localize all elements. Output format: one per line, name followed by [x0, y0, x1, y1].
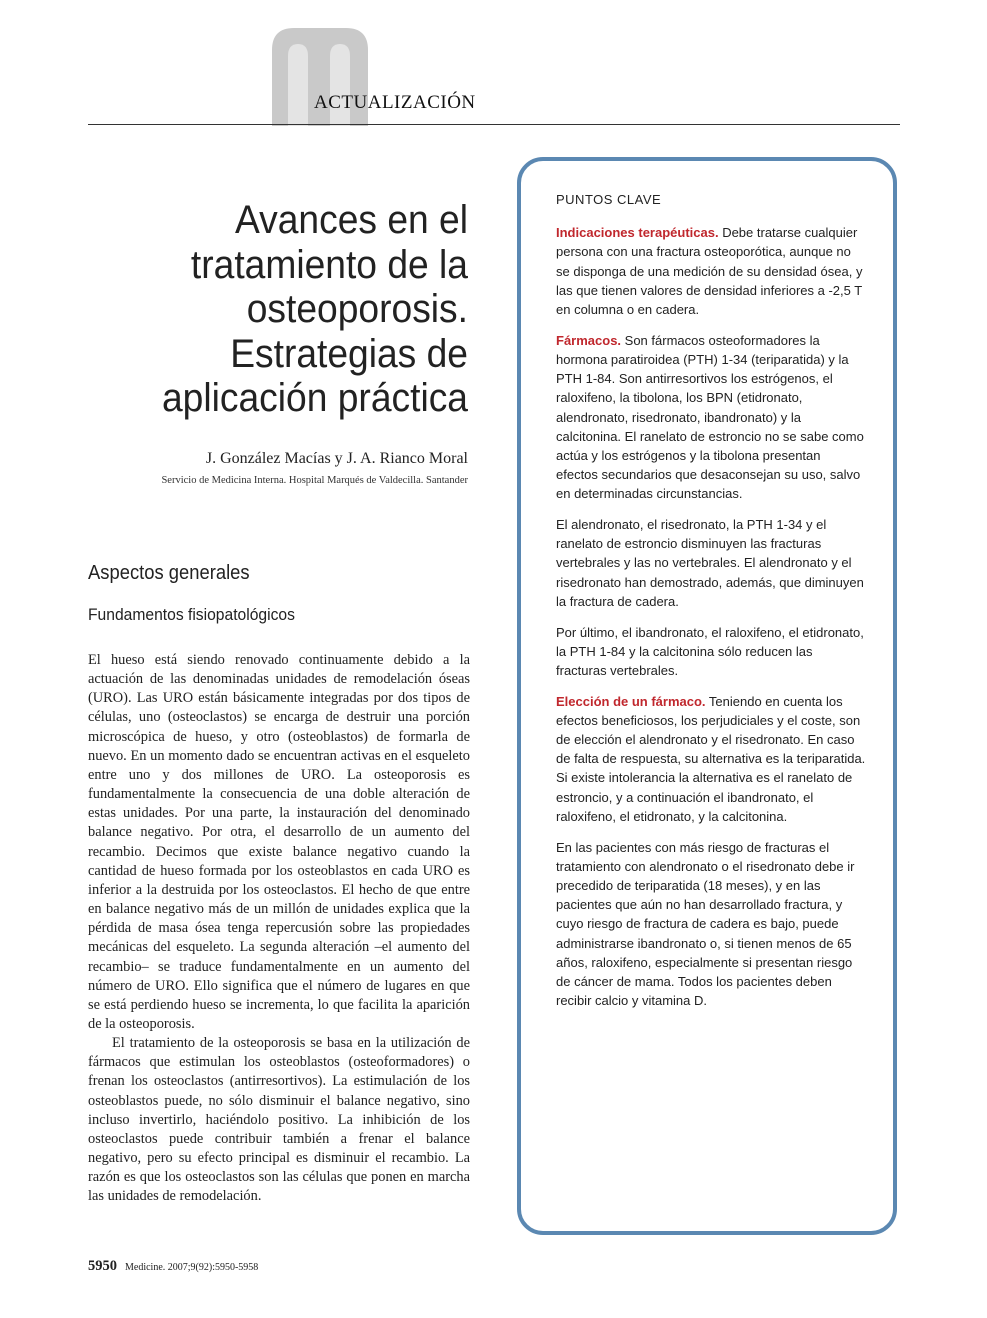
body-paragraph: El tratamiento de la osteoporosis se basa en la utilización de fármacos que estimulan los osteoblastos (osteoformadores) o frenan los osteoclastos (antirresortivos). La estimulación de los osteoblastos puede, no sólo disminuir el balance negativo, sino incluso invertirlo, haciéndolo positivo. La inhibición de los osteoclastos puede contribuir también a frenar el balance negativo, pero su efecto principal es disminuir el recambio. La razón es que los osteoclastos son las células que ponen en marcha las unidades de remodelación. — [88, 1035, 470, 1205]
key-point-text: Por último, el ibandronato, el raloxifeno, el etidronato, la PTH 1-84 y la calcitonina sólo reducen las fracturas vertebrales. — [556, 624, 864, 678]
section-label: ACTUALIZACIÓN — [314, 92, 476, 113]
article-affiliation: Servicio de Medicina Interna. Hospital Marqués de Valdecilla. Santander — [161, 475, 468, 486]
key-points-title: PUNTOS CLAVE — [556, 192, 662, 207]
header-rule — [88, 124, 900, 125]
key-point — [556, 223, 866, 319]
key-point-keyword: Indicaciones terapéuticas. — [556, 225, 719, 241]
key-point-text: Debe tratarse cualquier persona con una fractura osteoporótica, aunque no se disponga de una medición de su densidad ósea, y las que tienen valores de densidad inferiores a -2,5 T en columna o en cadera. — [556, 225, 863, 318]
key-point-text: El alendronato, el risedronato, la PTH 1-34 y el ranelato de estroncio disminuyen las fracturas vertebrales y las no vertebrales. El alendronato y el risedronato han demostrado, además, que diminuyen la fractura de cadera. — [556, 517, 864, 609]
title-line: osteoporosis. — [246, 287, 468, 331]
key-point-keyword: Fármacos. — [556, 332, 622, 348]
key-point-text: Son fármacos osteoformadores la hormona paratiroidea (PTH) 1-34 (teriparatida) y la PTH 1-84. Son antirresortivos los estrógenos, el raloxifeno, la tibolona, los BPN (etidronato, alendronato, risedronato, ibandronato) y la calcitonina. El ranelato de estroncio no se sabe como actúa y los estrógenos y la tibolona presentan efectos secundarios que desaconsejan su uso, salvo en determinadas circunstancias. — [556, 332, 864, 502]
key-points-content — [556, 190, 866, 1022]
title-line: Avances en el — [234, 198, 468, 242]
title-line: tratamiento de la — [190, 242, 468, 287]
key-point-keyword: Elección de un fármaco. — [556, 693, 706, 709]
body-text — [88, 651, 470, 1207]
key-point-text: En las pacientes con más riesgo de fracturas el tratamiento con alendronato o el risedronato debe ir precedido de teriparatida (18 meses), y en las pacientes que aún no han desarrollado fractura, y cuyo riesgo de fractura de cadera es bajo, puede administrarse ibandronato o, si tienen menos de 65 años, raloxifeno, especialmente si presentan riesgo de cáncer de mama. Todos los pacientes deben recibir calcio y vitamina D. — [556, 839, 855, 1009]
title-line: Estrategias de — [230, 331, 468, 376]
journal-citation: Medicine. 2007;9(92):5950-5958 — [125, 1262, 259, 1273]
page-number: 5950 — [88, 1258, 117, 1274]
key-point — [556, 623, 866, 681]
page-footer — [88, 1258, 258, 1275]
article-title — [115, 198, 468, 421]
title-line: aplicación práctica — [161, 376, 469, 420]
section-subheading: Fundamentos fisiopatológicos — [88, 605, 295, 624]
key-point-text: Teniendo en cuenta los efectos beneficiosos, los perjudiciales y el coste, son de elección el alendronato y el risedronato. En caso de falta de respuesta, su alternativa es la teriparatida. Si existe intolerancia la alternativa es el ranelato de estroncio, y a continuación el ibandronato, el raloxifeno, el etidronato, y la calcitonina. — [556, 693, 866, 824]
article-authors: J. González Macías y J. A. Rianco Moral — [205, 450, 468, 467]
key-point — [556, 692, 866, 826]
body-paragraph: El hueso está siendo renovado continuamente debido a la actuación de las denominadas unidades de remodelación óseas (URO). Las URO están básicamente integradas por dos tipos de células, uno (osteoclastos) se encarga de destruir una porción microscópica de hueso, y otro (osteoblastos) de formarla de nuevo. En un momento dado se encuentran activas en el esqueleto entre uno y dos millones de URO. La osteoporosis es fundamentalmente la consecuencia de una doble alteración de estas unidades. Por una parte, la instauración del denominado balance negativo. Por otra, el desarrollo de un aumento del recambio. Decimos que existe balance negativo cuando la cantidad de hueso formada por los osteoblastos en cada URO es inferior a la destruida por los osteoclastos. El hecho de que entre en balance negativo más de un millón de unidades explica que la pérdida de masa ósea tenga repercusión sobre las propiedades mecánicas del esqueleto. La segunda alteración –el aumento del recambio– se traduce fundamentalmente en un aumento del número de URO. Ello significa que el número de lugares en que se está perdiendo hueso se incrementa, lo que facilita la aparición de la osteoporosis. — [88, 652, 470, 1032]
key-point — [556, 515, 866, 611]
key-point — [556, 331, 866, 504]
key-point — [556, 838, 866, 1011]
section-heading: Aspectos generales — [88, 562, 250, 584]
